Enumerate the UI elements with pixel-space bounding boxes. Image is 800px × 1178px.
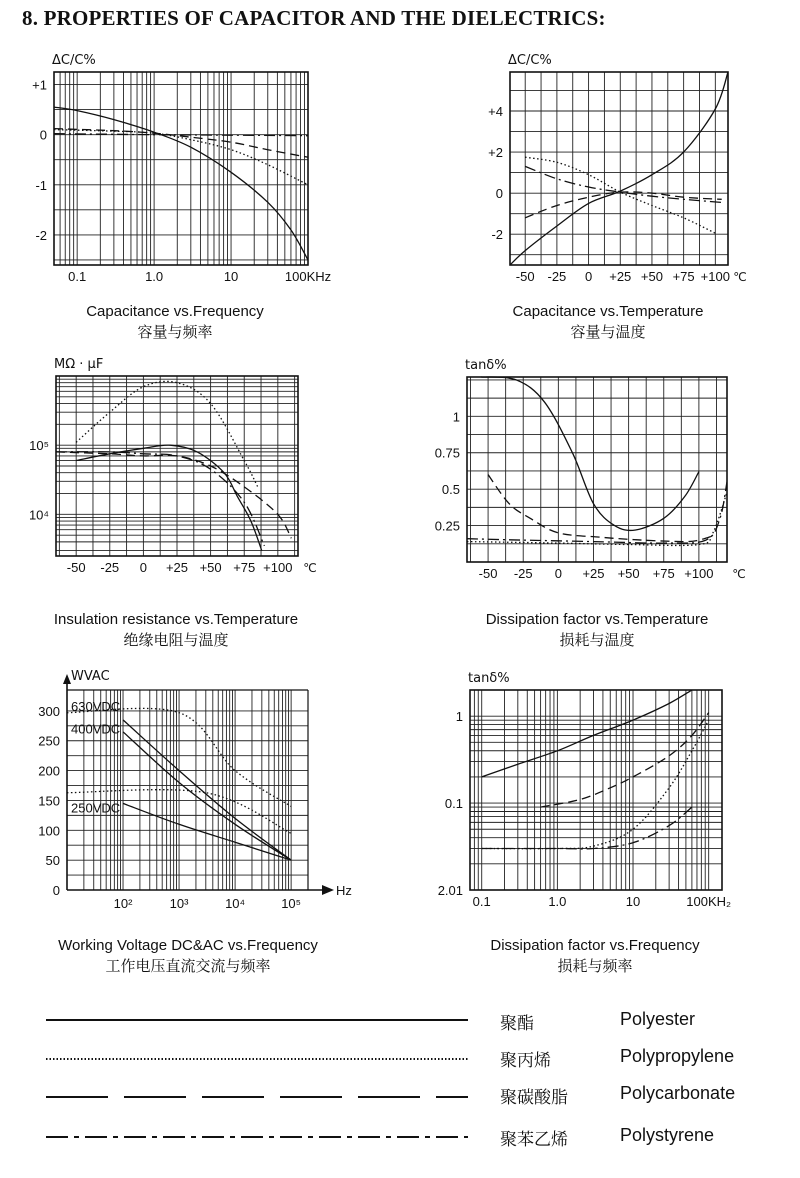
x-tick-label: 10²	[113, 896, 133, 911]
y-axis-label: ΔC/C%	[508, 53, 552, 68]
x-tick-label: 0	[584, 269, 593, 284]
x-tick-label: +25	[582, 566, 605, 581]
series-line-polyester	[123, 732, 291, 860]
y-tick-label: +4	[488, 104, 503, 120]
x-tick-label: +75	[233, 560, 256, 575]
legend-item-polyester	[0, 1005, 800, 1039]
y-tick-label: 0	[39, 127, 47, 143]
chart-cap-temp	[488, 53, 747, 284]
x-tick-label: 10³	[169, 896, 189, 911]
series-line-polystyrene	[482, 807, 692, 849]
x-tick-label: -50	[515, 269, 535, 284]
caption-title: Capacitance vs.Frequency	[86, 303, 264, 320]
series-line-polypropylene	[54, 130, 308, 185]
x-tick-label: +75	[672, 269, 695, 284]
x-tick-label: +100	[700, 269, 730, 284]
series-line-polycarbonate	[541, 713, 709, 808]
caption-subtitle: 损耗与频率	[557, 958, 633, 975]
series-line-polyester	[123, 803, 291, 860]
x-tick-label: 10	[223, 269, 239, 284]
series-line-polystyrene	[525, 166, 722, 202]
y-tick-label: 1	[455, 709, 463, 725]
legend-label-en: Polyester	[620, 1009, 696, 1029]
caption-cap-temp	[428, 301, 788, 343]
y-tick-label: 200	[38, 763, 60, 779]
x-unit-label: ℃	[732, 567, 746, 581]
y-tick-label: +1	[32, 77, 47, 93]
x-tick-label: +100	[263, 560, 293, 575]
caption-title: Working Voltage DC&AC vs.Frequency	[58, 937, 318, 954]
legend-label-en: Polypropylene	[620, 1046, 735, 1066]
legend-line-dotted	[46, 1042, 470, 1076]
y-tick-label: 1	[452, 409, 460, 425]
voltage-annotation: 250VDC	[71, 800, 121, 816]
x-tick-label: +50	[640, 269, 663, 284]
caption-df-temp	[417, 609, 777, 651]
x-axis-arrow	[322, 885, 334, 895]
y-tick-label: 10⁵	[29, 438, 49, 454]
x-tick-label: -25	[513, 566, 533, 581]
legend-label-cn: 聚丙烯	[500, 1051, 551, 1071]
y-tick-label: -2	[35, 227, 47, 243]
series-line-polycarbonate	[488, 475, 713, 542]
y-tick-label: 0.75	[434, 445, 460, 461]
legend-item-polycarbonate	[0, 1079, 800, 1113]
plot-frame	[54, 72, 308, 265]
y-axis-label: WVAC	[71, 669, 110, 684]
y-tick-label: 300	[38, 703, 60, 719]
caption-ir-temp	[0, 609, 356, 651]
x-axis-label: Hz	[336, 883, 352, 898]
caption-subtitle: 工作电压直流交流与频率	[105, 958, 271, 975]
chart-cap-freq	[32, 53, 331, 284]
caption-subtitle: 容量与频率	[137, 324, 213, 341]
caption-subtitle: 损耗与温度	[559, 632, 635, 649]
y-tick-label: 0	[495, 186, 503, 202]
caption-df-freq	[415, 935, 775, 977]
y-tick-label: 0	[52, 883, 60, 898]
series-line-polyester	[482, 690, 692, 777]
caption-cap-freq	[0, 301, 355, 343]
voltage-annotation: 400VDC	[71, 721, 121, 737]
chart-df-temp	[435, 358, 746, 581]
legend-label-cn: 聚苯乙烯	[500, 1130, 568, 1150]
y-axis-arrow	[63, 674, 71, 684]
y-tick-label: 0.1	[444, 796, 463, 812]
caption-volt-freq	[8, 935, 368, 977]
y-tick-label: 2.01	[437, 883, 463, 898]
x-tick-label: 0	[139, 560, 148, 575]
legend-label-en: Polycarbonate	[620, 1083, 736, 1103]
chart-df-freq	[438, 671, 731, 909]
y-tick-label: -2	[491, 227, 503, 243]
caption-title: Insulation resistance vs.Temperature	[53, 611, 299, 628]
x-tick-label: 10	[625, 894, 641, 909]
y-tick-label: -1	[35, 177, 47, 193]
x-tick-label: -50	[66, 560, 86, 575]
x-tick-label: 0	[554, 566, 562, 581]
x-unit-label: ℃	[733, 270, 747, 284]
x-tick-label: 0.1	[472, 894, 491, 909]
legend-label-en: Polystyrene	[620, 1125, 715, 1145]
series-line-polyester	[54, 107, 308, 260]
y-tick-label: 0.25	[434, 518, 460, 534]
chart-volt-freq	[38, 669, 352, 911]
x-tick-label: +25	[165, 560, 189, 575]
legend-label-cn: 聚酯	[500, 1014, 534, 1034]
x-tick-label: 1.0	[145, 269, 164, 284]
x-tick-label: 100KHz	[284, 269, 332, 284]
y-axis-label: tanδ%	[468, 671, 510, 686]
caption-title: Capacitance vs.Temperature	[512, 303, 704, 320]
y-tick-label: +2	[488, 145, 503, 161]
y-tick-label: 10⁴	[28, 507, 49, 523]
y-tick-label: 50	[45, 853, 60, 869]
caption-title: Dissipation factor vs.Frequency	[490, 937, 700, 954]
x-tick-label: +100	[684, 566, 714, 581]
x-tick-label: -25	[100, 560, 120, 575]
voltage-annotation: 630VDC	[71, 698, 121, 714]
chart-ir-temp	[29, 357, 317, 575]
x-tick-label: 100KH₂	[686, 894, 732, 909]
y-tick-label: 0.5	[441, 482, 460, 498]
caption-subtitle: 容量与温度	[570, 324, 646, 341]
x-tick-label: +50	[199, 560, 222, 575]
x-tick-label: -25	[547, 269, 567, 284]
y-axis-label: MΩ · μF	[54, 357, 104, 372]
legend-item-polypropylene	[0, 1042, 800, 1076]
y-axis-label: ΔC/C%	[52, 53, 96, 68]
y-tick-label: 250	[38, 733, 60, 749]
caption-title: Dissipation factor vs.Temperature	[485, 611, 709, 628]
x-tick-label: 0.1	[68, 269, 87, 284]
y-tick-label: 150	[38, 793, 60, 809]
legend-line-solid	[46, 1005, 470, 1039]
page-title: 8. PROPERTIES OF CAPACITOR AND THE DIELECTRICS:	[22, 6, 606, 30]
x-tick-label: 10⁵	[281, 896, 302, 911]
series-line-polyester	[510, 72, 728, 265]
x-tick-label: +75	[652, 566, 675, 581]
y-axis-label: tanδ%	[465, 358, 507, 373]
caption-subtitle: 绝缘电阻与温度	[123, 632, 229, 649]
x-tick-label: +25	[609, 269, 632, 284]
x-tick-label: 1.0	[548, 894, 567, 909]
x-tick-label: -50	[478, 566, 498, 581]
legend-line-dashdot	[46, 1121, 470, 1155]
x-tick-label: +50	[617, 566, 640, 581]
x-tick-label: 10⁴	[225, 896, 246, 911]
legend-label-cn: 聚碳酸脂	[500, 1088, 568, 1108]
legend-line-dashed	[46, 1079, 470, 1113]
x-unit-label: ℃	[303, 561, 317, 575]
legend-item-polystyrene	[0, 1121, 800, 1155]
y-tick-label: 100	[38, 823, 60, 839]
